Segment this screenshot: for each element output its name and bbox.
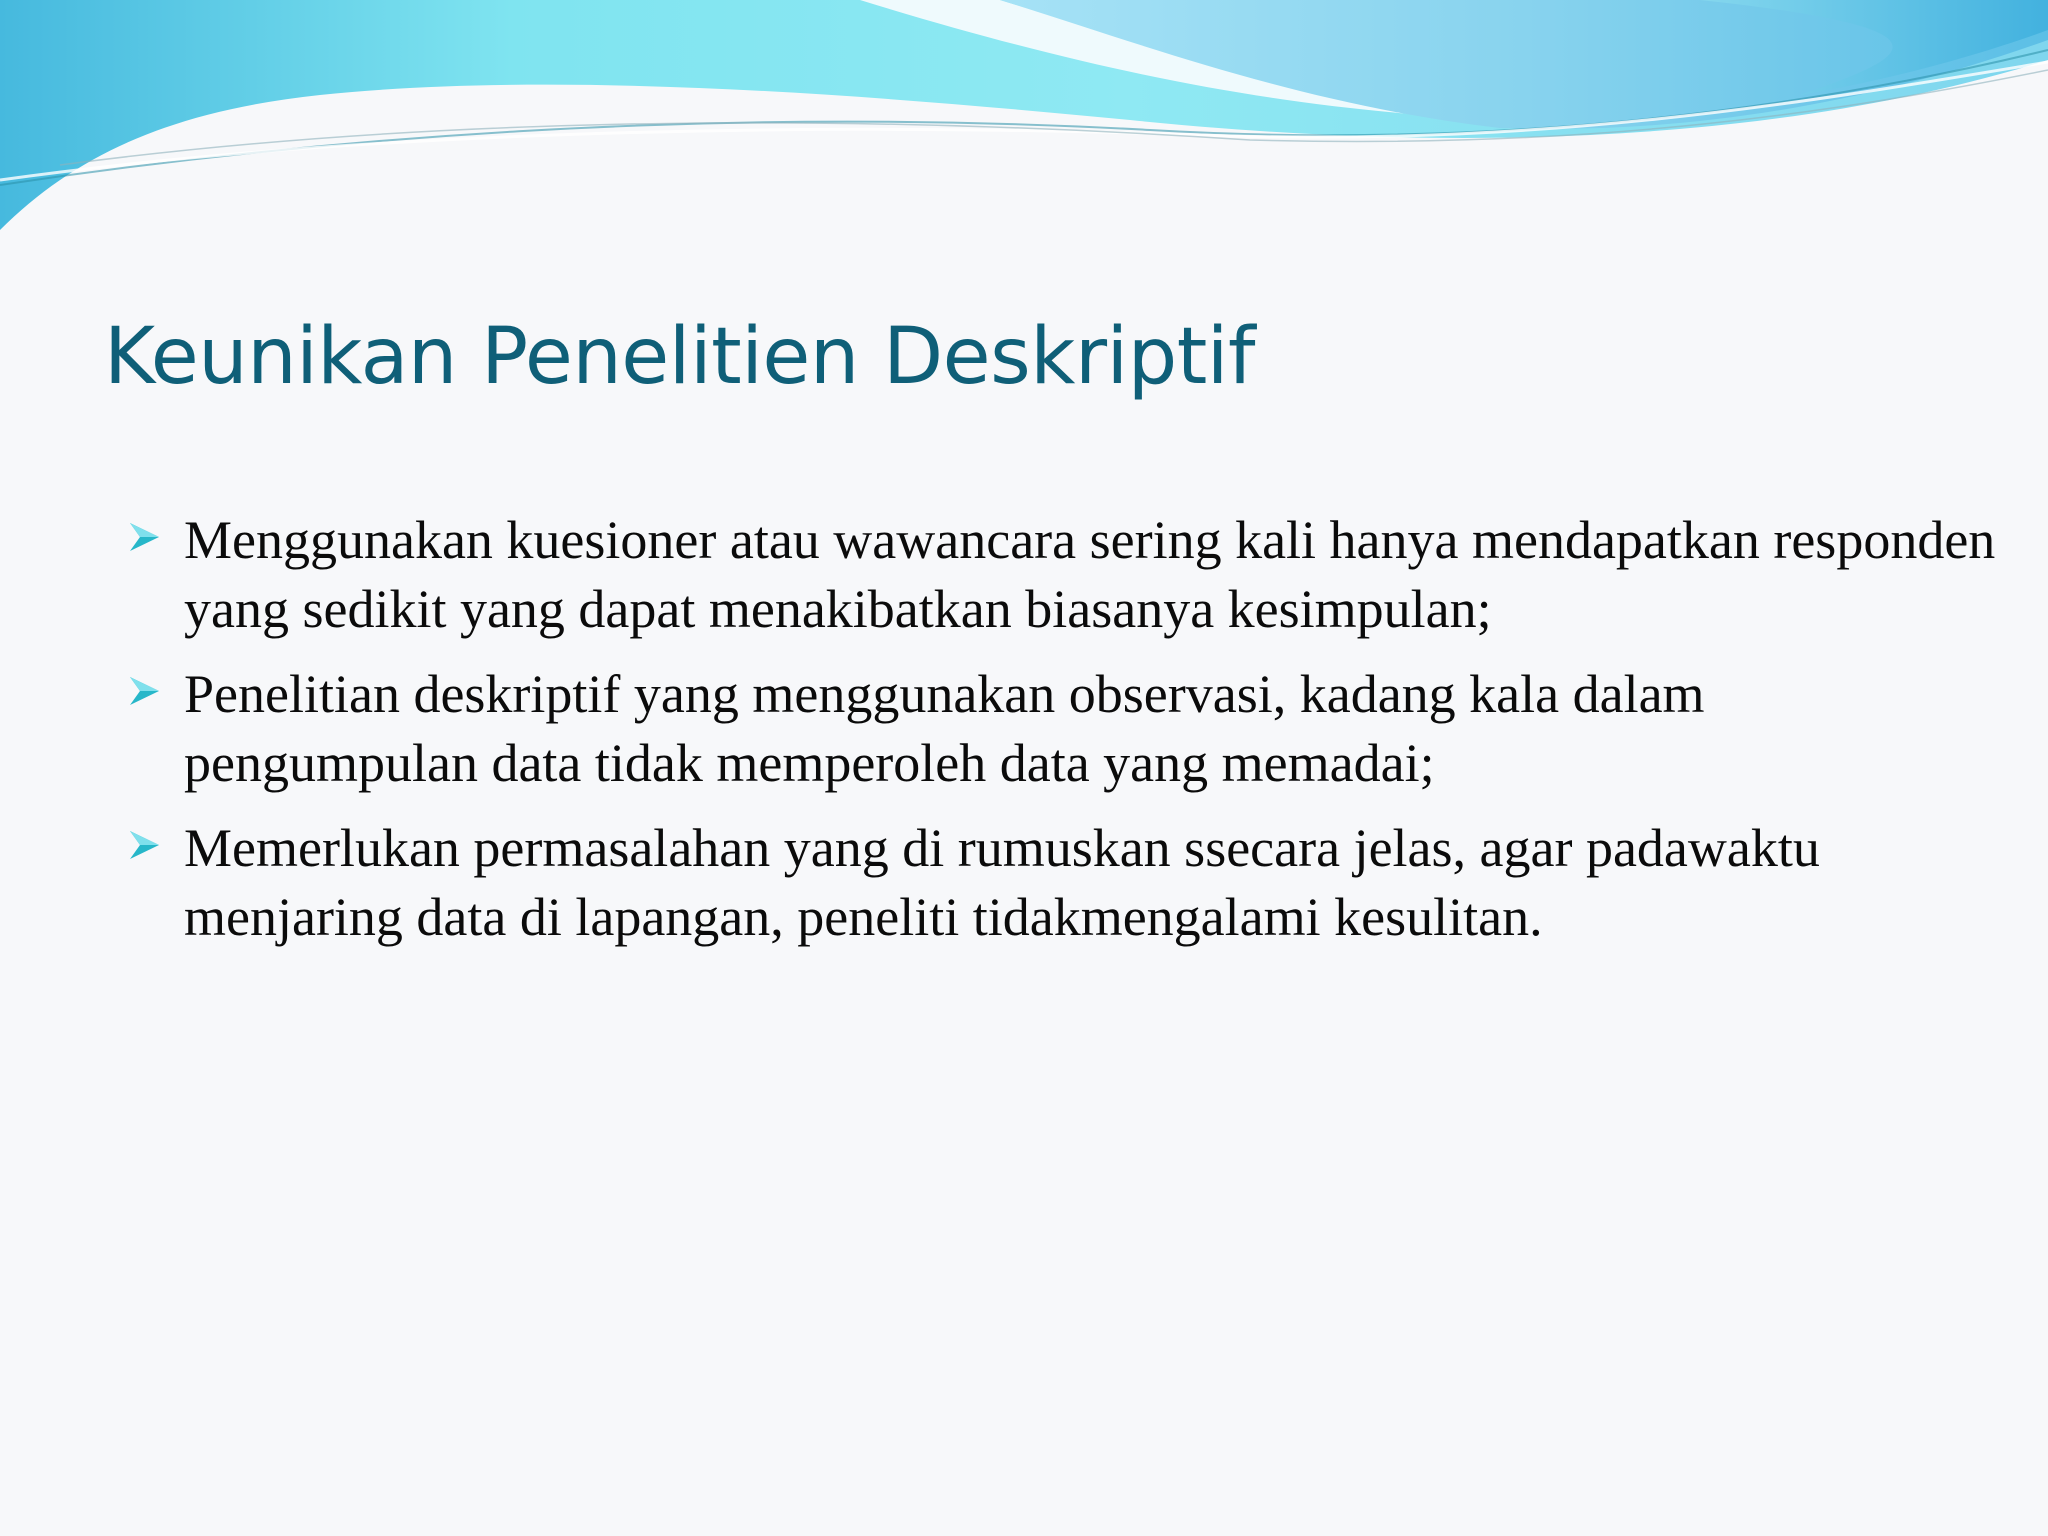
bullet-text: Penelitian deskriptif yang menggunakan observasi, kadang kala dalam pengumpulan data tidak memperoleh data yang memadai; xyxy=(184,664,1705,793)
bullet-item xyxy=(124,660,2004,798)
arrow-bullet-icon xyxy=(128,674,162,708)
bullet-list xyxy=(124,506,2004,968)
arrow-bullet-icon xyxy=(128,828,162,862)
bullet-item xyxy=(124,814,2004,952)
bullet-item xyxy=(124,506,2004,644)
bullet-text: Menggunakan kuesioner atau wawancara sering kali hanya mendapatkan responden yang sedikit yang dapat menakibatkan biasanya kesimpulan; xyxy=(184,510,1996,639)
wave-header-decoration xyxy=(0,0,2048,240)
bullet-text: Memerlukan permasalahan yang di rumuskan ssecara jelas, agar padawaktu menjaring data di lapangan, peneliti tidakmengalami kesulitan. xyxy=(184,818,1820,947)
arrow-bullet-icon xyxy=(128,520,162,554)
slide-title: Keunikan Penelitien Deskriptif xyxy=(104,312,1255,402)
